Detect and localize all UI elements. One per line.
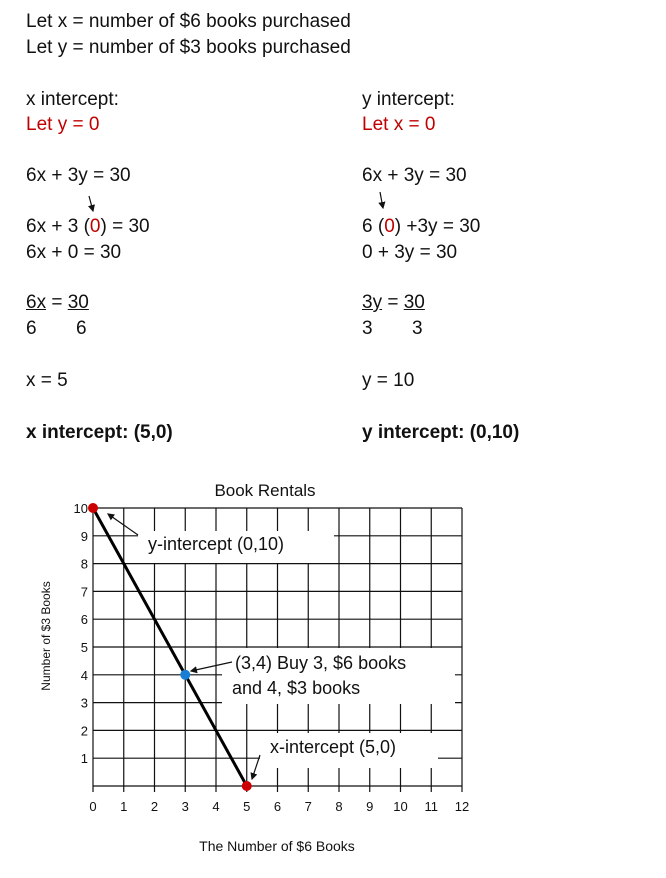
- x-frac-eq: =: [46, 292, 68, 313]
- y-intercept-arrow: [108, 514, 138, 535]
- x-tick-label: 12: [454, 799, 470, 814]
- x-result: x = 5: [26, 370, 68, 391]
- y-step1-pre: 6 (: [362, 216, 385, 237]
- x-step1-pre: 6x + 3 (: [26, 216, 90, 237]
- x-tick-label: 0: [89, 799, 97, 814]
- x-tick-label: 10: [393, 799, 408, 814]
- x-intercept-annotation: x-intercept (5,0): [270, 737, 397, 757]
- x-step1-post: ) = 30: [100, 216, 150, 237]
- x-tick-label: 7: [304, 799, 312, 814]
- y-intercept-heading: y intercept:: [362, 89, 455, 110]
- x-axis-label: The Number of $6 Books: [199, 838, 355, 854]
- x-tick-label: 8: [335, 799, 343, 814]
- x-frac-den-right: 6: [76, 318, 87, 339]
- y-step1-zero: 0: [384, 216, 395, 237]
- x-tick-label: 9: [366, 799, 374, 814]
- x-frac-left: 6x: [26, 292, 47, 313]
- y-tick-label: 8: [80, 556, 88, 572]
- x-tick-label: 1: [120, 799, 128, 814]
- data-point: [180, 670, 190, 680]
- y-step2: 0 + 3y = 30: [362, 242, 458, 263]
- x-intercept-heading: x intercept:: [26, 89, 119, 110]
- definition-y: Let y = number of $3 books purchased: [26, 37, 351, 58]
- y-tick-label: 6: [80, 612, 88, 628]
- y-substitution: Let x = 0: [362, 114, 436, 135]
- x-frac-right: 30: [67, 292, 89, 313]
- y-tick-label: 9: [80, 528, 88, 544]
- chart-title: Book Rentals: [214, 481, 316, 500]
- y-axis-label: Number of $3 Books: [39, 581, 53, 691]
- y-frac-eq: =: [382, 292, 404, 313]
- y-frac-right: 30: [403, 292, 425, 313]
- x-answer: x intercept: (5,0): [26, 422, 173, 443]
- x-tick-label: 2: [150, 799, 159, 814]
- x-step1-zero: 0: [89, 216, 101, 237]
- y-answer: y intercept: (0,10): [362, 422, 520, 443]
- y-tick-label: 1: [80, 751, 88, 767]
- x-substitution: Let y = 0: [26, 114, 100, 135]
- definition-x: Let x = number of $6 books purchased: [26, 11, 351, 32]
- y-step1-post: ) +3y = 30: [394, 216, 481, 237]
- data-point: [88, 503, 98, 513]
- y-tick-label: 2: [80, 723, 88, 739]
- y-frac-den-left: 3: [362, 318, 373, 339]
- point-annotation-line2: and 4, $3 books: [232, 678, 361, 698]
- y-frac-left: 3y: [362, 292, 383, 313]
- y-tick-label: 10: [73, 501, 88, 516]
- x-step2: 6x + 0 = 30: [26, 242, 122, 263]
- y-tick-label: 5: [80, 640, 88, 655]
- x-tick-label: 3: [181, 799, 189, 814]
- y-intercept-annotation: y-intercept (0,10): [148, 534, 285, 554]
- y-tick-label: 3: [80, 695, 88, 711]
- y-result: y = 10: [362, 370, 415, 391]
- y-frac-den-right: 3: [412, 318, 423, 339]
- x-tick-label: 4: [212, 799, 220, 814]
- x-tick-label: 11: [424, 799, 438, 814]
- y-tick-label: 4: [80, 667, 88, 683]
- x-equation: 6x + 3y = 30: [26, 165, 131, 186]
- y-equation: 6x + 3y = 30: [362, 165, 467, 186]
- y-tick-label: 7: [80, 584, 88, 600]
- x-tick-label: 6: [273, 799, 282, 814]
- x-tick-label: 5: [243, 799, 251, 814]
- x-frac-den-left: 6: [26, 318, 37, 339]
- data-point: [242, 781, 252, 791]
- point-annotation-line1: (3,4) Buy 3, $6 books: [235, 653, 407, 673]
